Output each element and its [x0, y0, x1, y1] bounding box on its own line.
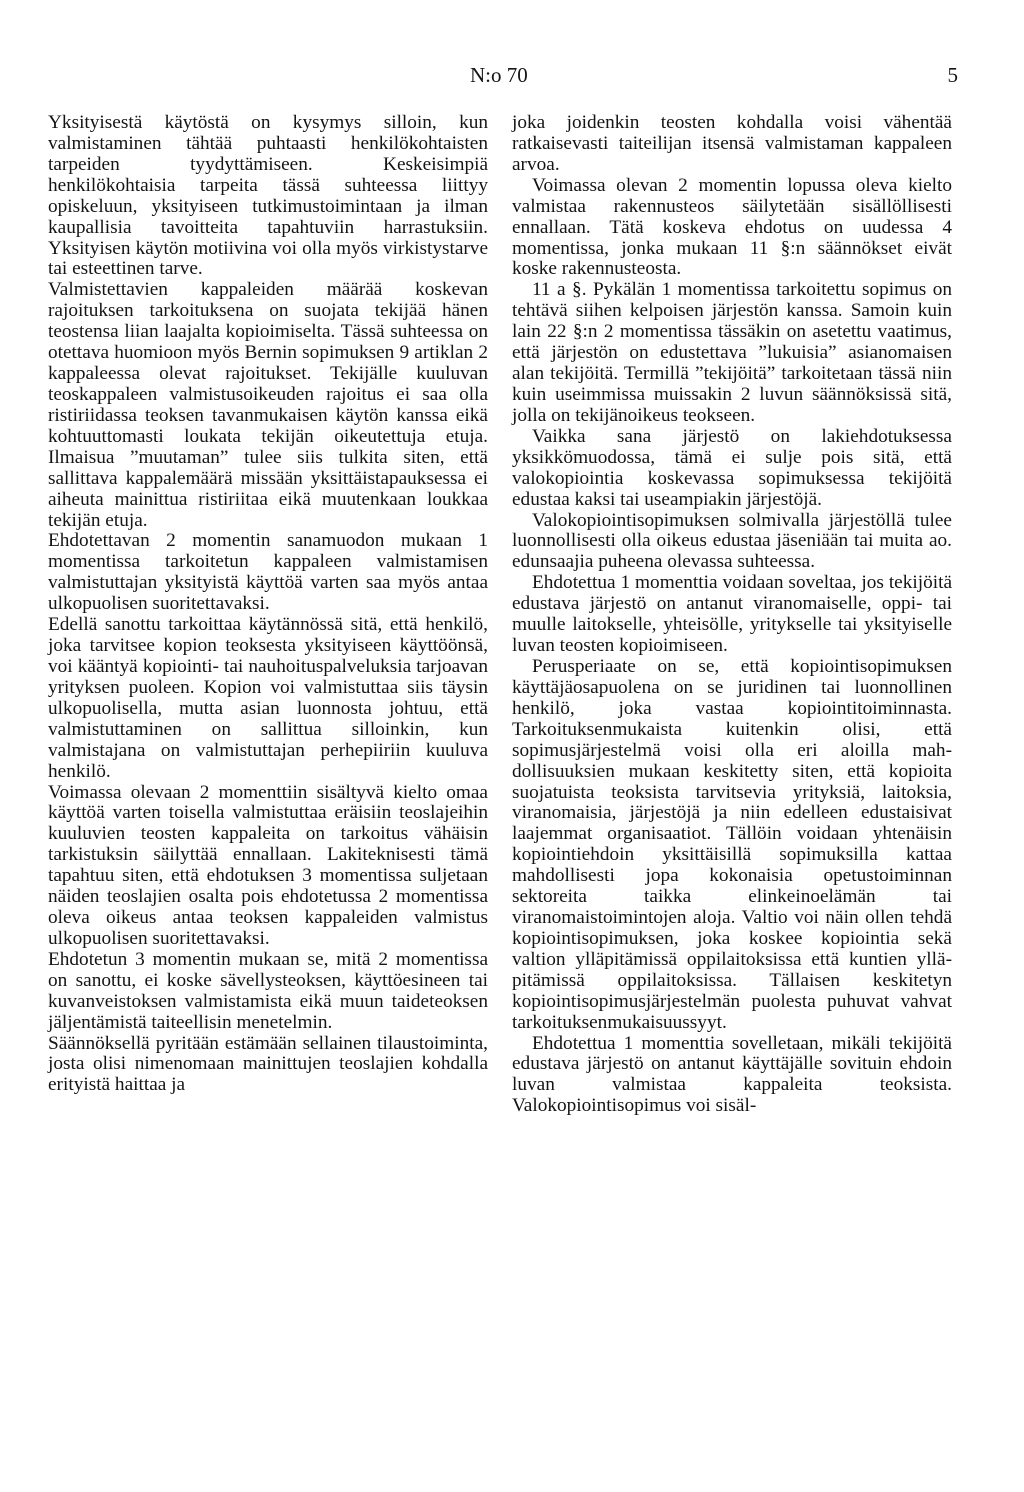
- paragraph: Voimassa olevaan 2 momenttiin sisältyvä kielto omaa käyttöä varten toisella valmistuttaa eräisiin teoslajeihin kuuluvien teosten kappaleita on tarkoitus vähäisin tarkistuksin säilyttää ennallaan. Lakiteknisesti tämä tapahtuu siten, että ehdotuksen 3 momentissa suljetaan näiden teoslajien osalta pois ehdotetussa 2 momentissa oleva oikeus antaa teoksen kappaleiden valmistus ulkopuolisen suoritettavaksi.: [48, 781, 488, 949]
- paragraph: Yksityisestä käytöstä on kysymys silloin, kun valmistaminen tähtää puhtaasti henkilökohtaisten tarpeiden tyydyttämiseen. Keskeisimpiä henkilökohtaisia tarpeita tässä suhteessa liittyy opiskeluun, yksityiseen tutkimustoimintaan ja ilman kaupallisia tavoitteita tapahtuviin harrastuksiin. Yksityisen käytön motiivina voi olla myös virkistystarve tai esteettinen tarve.: [48, 112, 488, 280]
- paragraph: Ehdotetun 3 momentin mukaan se, mitä 2 momentissa on sanottu, ei koske sävellysteoksen, käyttöesineen tai kuvanveistoksen valmistamista eikä muun taideteoksen jäljentämistä taiteellisin menetelmin.: [48, 948, 488, 1033]
- page-number: 5: [947, 63, 958, 87]
- paragraph: Vaikka sana järjestö on lakiehdotuksessa yksikkömuodossa, tämä ei sulje pois sitä, että valokopiointia koskevassa sopimuksessa tekijöitä edustaa kaksi tai useampiakin järjestöjä.: [512, 425, 952, 510]
- left-column: [48, 113, 488, 1096]
- paragraph: Ehdotettavan 2 momentin sanamuodon mukaan 1 momentissa tarkoitetun kappaleen valmistamisen valmistuttajan yksityistä käyttöä varten saa myös antaa ulkopuolisen suoritettavaksi.: [48, 530, 488, 615]
- right-column: [512, 113, 952, 1117]
- paragraph: Ehdotettua 1 momenttia sovelletaan, mikäli tekijöitä edustava järjestö on antanut käyttäjälle sovituin ehdoin luvan valmistaa kappaleita teoksista. Valokopiointisopimus voi sisäl-: [512, 1032, 952, 1117]
- paragraph: Voimassa olevan 2 momentin lopussa oleva kielto valmistaa rakennusteos säilytetään sisällöllisesti ennallaan. Tätä koskeva ehdotus on uudessa 4 momentissa, jonka mukaan 11 §:n säännökset eivät koske rakennusteosta.: [512, 174, 952, 280]
- paragraph: Perusperiaate on se, että kopiointisopimuksen käyttäjäosapuolena on se juridinen tai luonnollinen henkilö, joka vastaa kopiointitoiminnasta. Tarkoituksenmukaista kuitenkin olisi, että sopimusjärjestelmä voisi olla eri aloilla mahdollisuuksien mukaan keskitetty siten, että kopioita suojatuista teoksista tarvitsevia yrityksiä, laitoksia, viranomaisia, järjestöjä ja niin edelleen edustaisivat laajemmat organisaatiot. Tällöin voidaan yhtenäisin kopiointiehdoin yksittäisillä sopimuksilla kattaa mahdollisesti jopa kokonaisia opetustoiminnan sektoreita taikka elinkeinoelämän tai viranomaistoimintojen aloja. Valtio voi näin ollen tehdä kopiointisopimuksen, joka koskee kopiointia sekä valtion ylläpitämissä oppilaitoksissa että kuntien ylläpitämissä oppilaitoksissa. Tällaisen keskitetyn kopiointisopimusjärjestelmän puolesta puhuvat vahvat tarkoituksenmukaisuussyyt.: [512, 655, 952, 1033]
- paragraph: 11 a §. Pykälän 1 momentissa tarkoitettu sopimus on tehtävä siihen kelpoisen järjestön kanssa. Samoin kuin lain 22 §:n 2 momentissa tässäkin on asetettu vaatimus, että järjestön on edustettava ”lukuisia” asianomaisen alan tekijöitä. Termillä ”tekijöitä” tarkoitetaan tässä niin kuin useimmissa muissakin 2 luvun säännöksissä sitä, jolla on tekijänoikeus teokseen.: [512, 279, 952, 426]
- paragraph: Säännöksellä pyritään estämään sellainen tilaustoiminta, josta olisi nimenomaan mainittujen teoslajien kohdalla erityistä haittaa ja: [48, 1032, 488, 1096]
- paragraph: joka joidenkin teosten kohdalla voisi vähentää ratkaisevasti taiteilijan itsensä valmistaman kappaleen arvoa.: [512, 112, 952, 175]
- paragraph: Valmistettavien kappaleiden määrää koskevan rajoituksen tarkoituksena on suojata tekijää hänen teostensa liian laajalta kopioimiselta. Tässä suhteessa on otettava huomioon myös Bernin sopimuksen 9 artiklan 2 kappaleessa olevat rajoitukset. Tekijälle kuuluvan teoskappaleen valmistusoikeuden rajoitus ei saa olla ristiriidassa teoksen tavanmukaisen käytön kanssa eikä kohtuuttomasti loukata tekijän oikeutettuja etuja. Ilmaisua ”muutaman” tulee siis tulkita siten, että sallittava kappalemäärä missään yksittäistapauksessa ei aiheuta mainittua ristiriitaa eikä muutenkaan loukkaa tekijän etuja.: [48, 279, 488, 531]
- document-number: N:o 70: [470, 63, 528, 87]
- paragraph: Ehdotettua 1 momenttia voidaan soveltaa, jos tekijöitä edustava järjestö on antanut viranomaiselle, oppi- tai muulle laitokselle, yhteisölle, yritykselle tai yksityiselle luvan teosten kopioimiseen.: [512, 572, 952, 657]
- paragraph: Edellä sanottu tarkoittaa käytännössä sitä, että henkilö, joka tarvitsee kopion teoksesta yksityiseen käyttöönsä, voi kääntyä kopiointi- tai nauhoituspalveluksia tarjoavan yrityksen puoleen. Kopion voi valmistuttaa siis täysin ulkopuolisella, mutta asian luonnosta johtuu, että valmistuttaminen on sallittua silloinkin, kun valmistajana on valmistuttajan perhepiiriin kuuluva henkilö.: [48, 614, 488, 782]
- paragraph: Valokopiointisopimuksen solmivalla järjestöllä tulee luonnollisesti olla oikeus edustaa jäseniään tai muita ao. edunsaajia puheena olevassa suhteessa.: [512, 509, 952, 573]
